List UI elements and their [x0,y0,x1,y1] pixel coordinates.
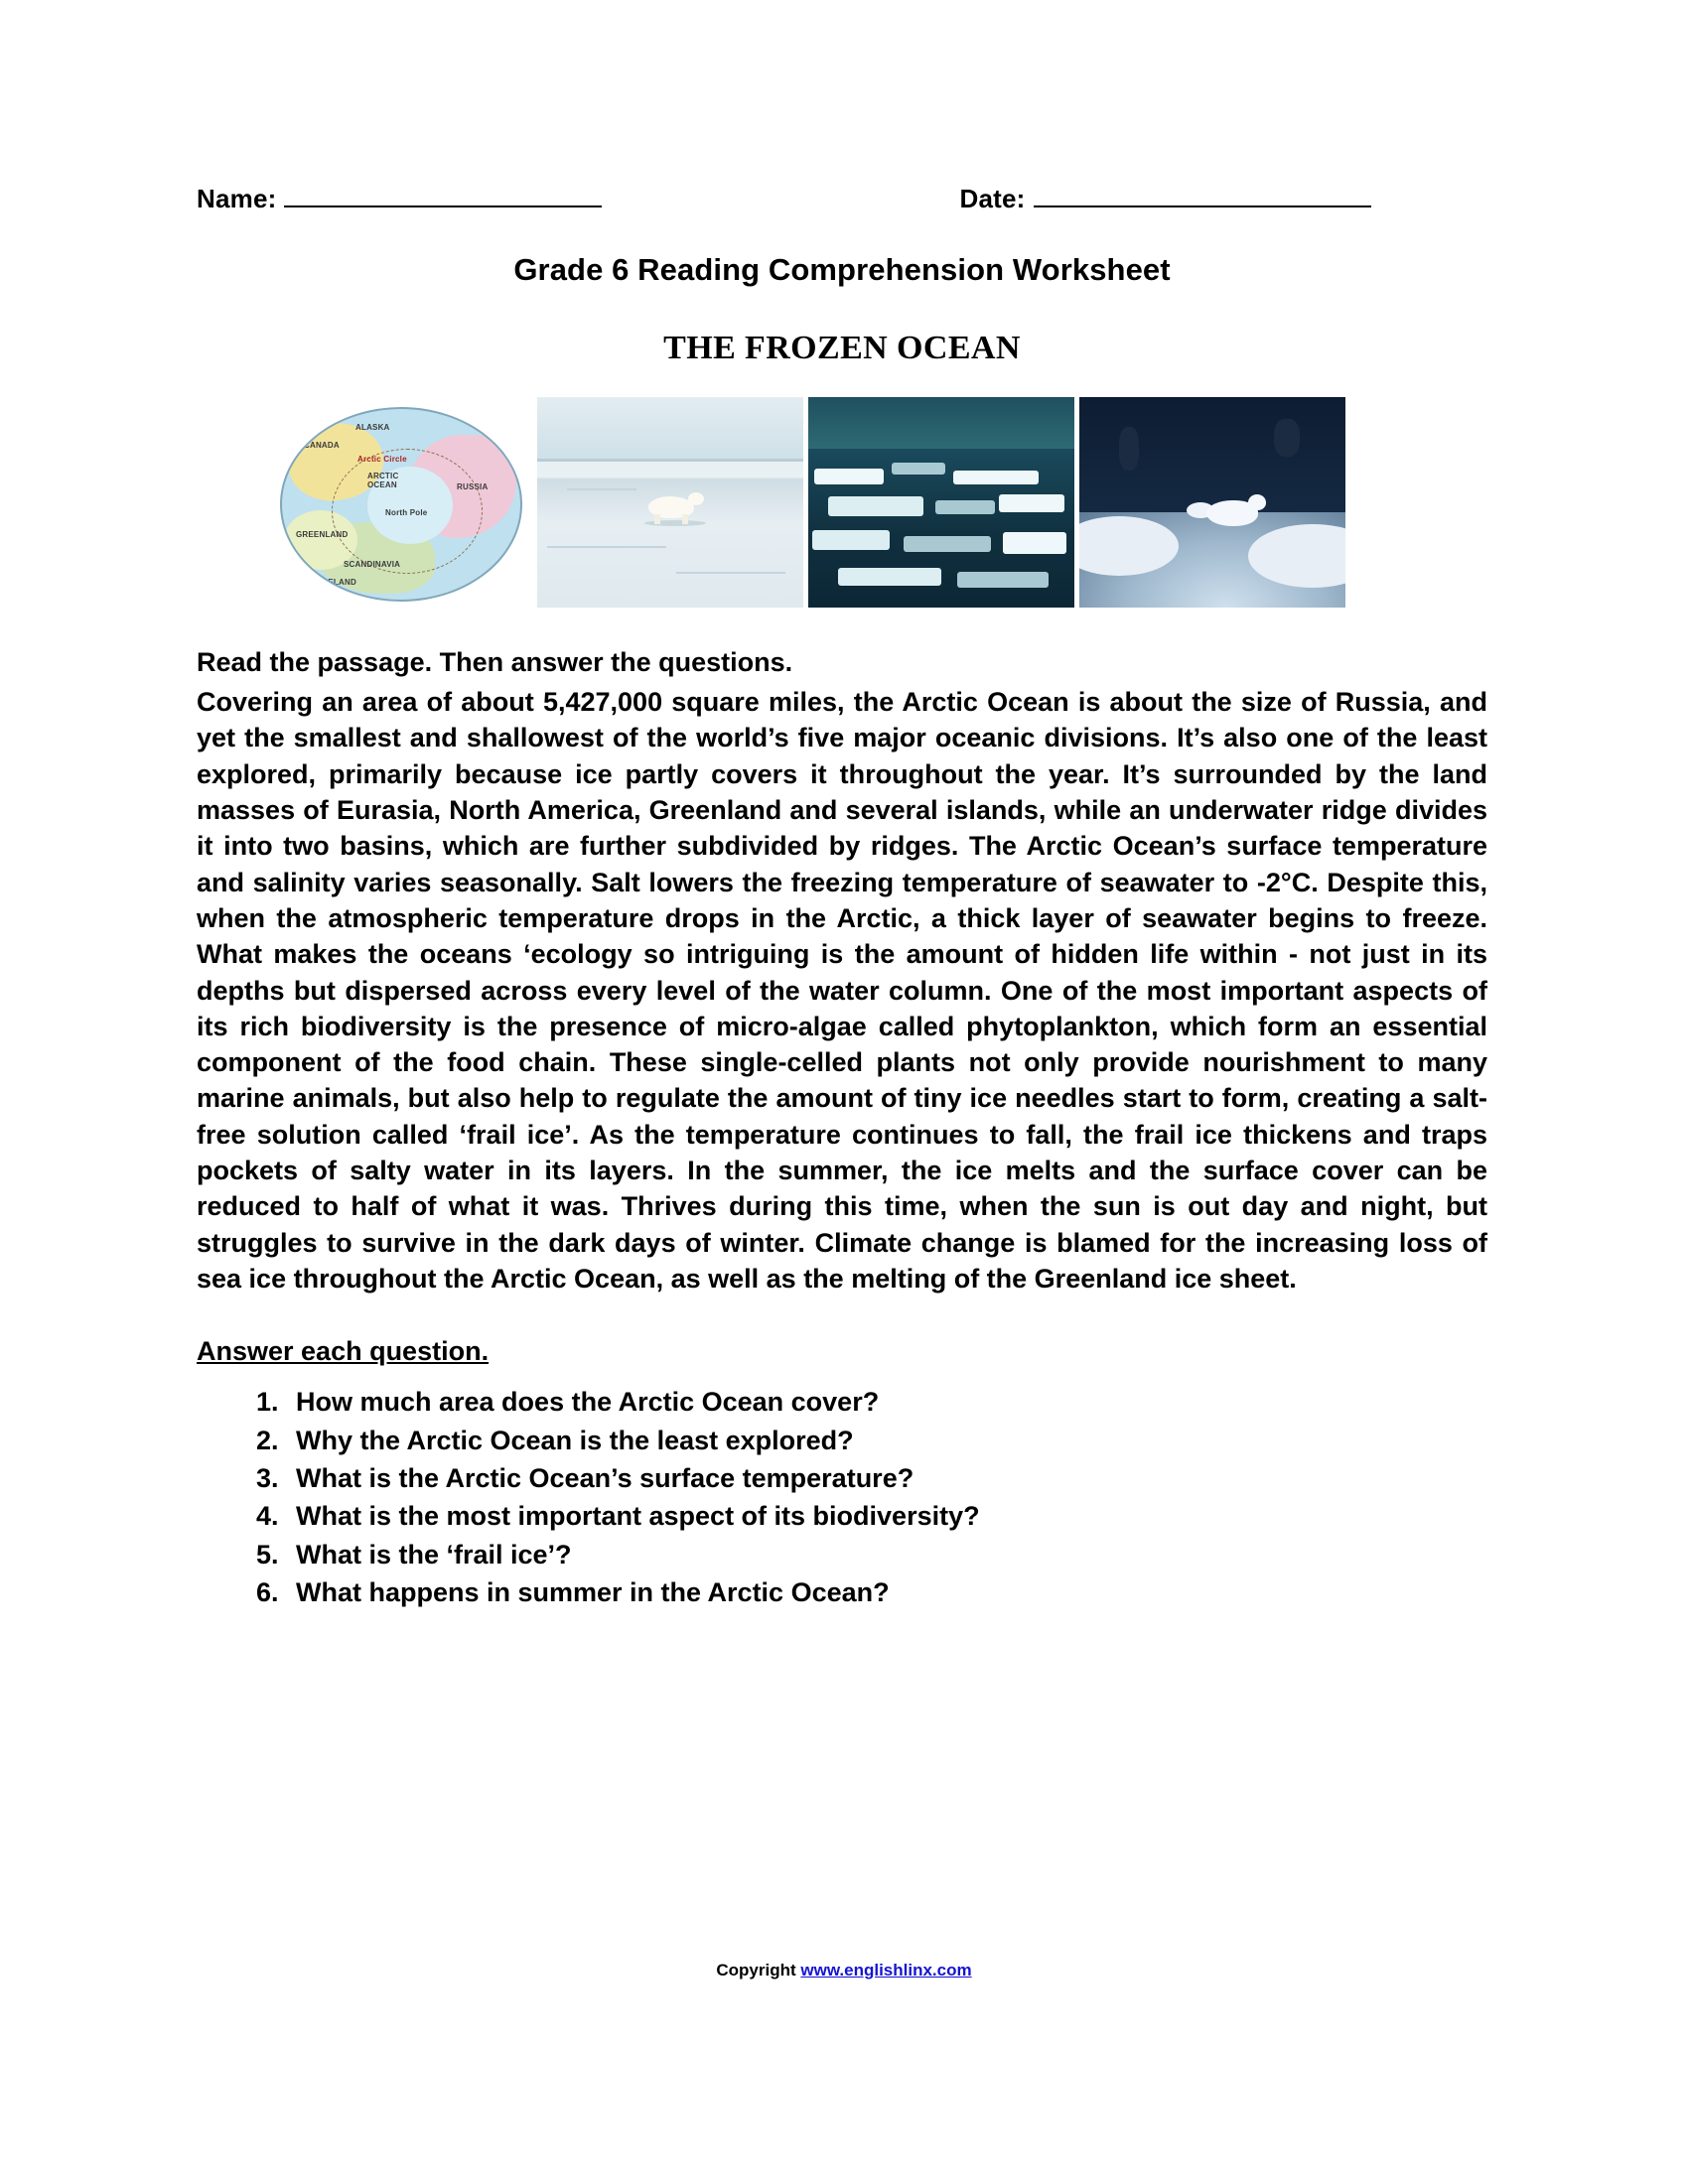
ice-floe [935,500,995,514]
floes-sky [808,397,1074,449]
arctic-fox-head [1248,494,1266,510]
date-field-group [959,184,1370,214]
map-label-greenland: GREENLAND [296,530,349,539]
ice-crack [676,572,785,574]
question-item: 5. What is the ‘frail ice’? [286,1536,1487,1573]
question-item: 2. Why the Arctic Ocean is the least explored? [286,1422,1487,1459]
question-item: 1. How much area does the Arctic Ocean cover? [286,1383,1487,1421]
ice-floe [1003,532,1066,554]
polar-bear-leg [654,514,660,524]
ice-floe [812,530,890,550]
passage-title: THE FROZEN OCEAN [663,330,1021,366]
passage-text: Covering an area of about 5,427,000 square miles, the Arctic Ocean is about the size of Russia, and yet the smallest and shallowest of the world’s five major oceanic divisions. It’s also one of the least explored, primarily because ice partly covers it throughout the year. It’s surrounded by the land masses of Eurasia, North America, Greenland and several islands, while an underwater ridge divides it into two basins, which are further subdivided by ridges. The Arctic Ocean’s surface temperature and salinity varies seasonally. Salt lowers the freezing temperature of seawater to -2°C. Despite this, when the atmospheric temperature drops in the Arctic, a thick layer of seawater begins to freeze. What makes the oceans ‘ecology so intriguing is the amount of hidden life within - not just in its depths but dispersed across every level of the water column. One of the most important aspects of its rich biodiversity is the presence of micro-algae called phytoplankton, which form an essential component of the food chain. These single-celled plants not only provide nourishment to many marine animals, but also help to regulate the amount of tiny ice needles start to form, creating a salt-free solution called ‘frail ice’. As the temperature continues to fall, the frail ice thickens and traps pockets of salty water in its layers. In the summer, the ice melts and the surface cover can be reduced to half of what it was. Thrives during this time, when the sun is out day and night, but struggles to survive in the dark days of winter. Climate change is blamed for the increasing loss of sea ice throughout the Arctic Ocean, as well as the melting of the Greenland ice sheet. [197,687,1487,1294]
map-label-arctic-circle: Arctic Circle [357,455,407,464]
worksheet-content [197,184,1487,1611]
image-strip [266,397,1378,608]
date-write-line[interactable] [1034,186,1371,207]
dark-rock [1119,427,1139,471]
polar-bear-head [688,492,704,505]
worksheet-title: Grade 6 Reading Comprehension Worksheet [513,252,1171,287]
polar-bear-image [537,397,803,608]
arctic-fox-image [1079,397,1345,608]
name-field-group [197,184,602,214]
ice-floe [999,494,1064,512]
copyright-footer [0,1961,1688,1980]
name-label: Name: [197,184,277,213]
map-label-russia: RUSSIA [457,482,489,491]
question-item: 6. What happens in summer in the Arctic Ocean? [286,1573,1487,1611]
bear-sky [537,397,803,459]
ice-crack [567,488,636,490]
question-item: 3. What is the Arctic Ocean’s surface temperature? [286,1459,1487,1497]
ice-floe [957,572,1049,588]
ice-floe [838,568,941,586]
name-write-line[interactable] [284,186,602,207]
date-label: Date: [959,184,1026,213]
ice-floe [953,471,1039,484]
map-label-scandinavia: SCANDINAVIA [344,560,401,569]
arctic-ocean-map-image [266,397,532,608]
name-date-row [197,184,1487,214]
map-label-north-pole: North Pole [385,508,428,517]
map-label-alaska: ALASKA [355,423,390,432]
ice-floe [814,469,884,484]
map-globe [280,407,522,602]
polar-bear-leg [682,514,688,524]
copyright-link[interactable]: www.englishlinx.com [800,1961,972,1979]
map-label-canada: CANADA [304,441,340,450]
ice-crack [547,546,666,548]
ice-floe [904,536,991,552]
ice-floes-image [808,397,1074,608]
bear-horizon-line [537,459,803,462]
copyright-text: Copyright [716,1961,801,1979]
ice-floe [892,463,945,475]
question-item: 4. What is the most important aspect of its biodiversity? [286,1497,1487,1535]
ice-floe [828,496,923,516]
question-list [197,1383,1487,1611]
dark-rock [1274,419,1300,457]
map-label-arctic-ocean: ARCTIC OCEAN [367,472,399,489]
read-instruction: Read the passage. Then answer the questions. [197,647,793,677]
map-label-iceland: ICELAND [320,578,356,587]
answer-instruction: Answer each question. [197,1336,490,1367]
